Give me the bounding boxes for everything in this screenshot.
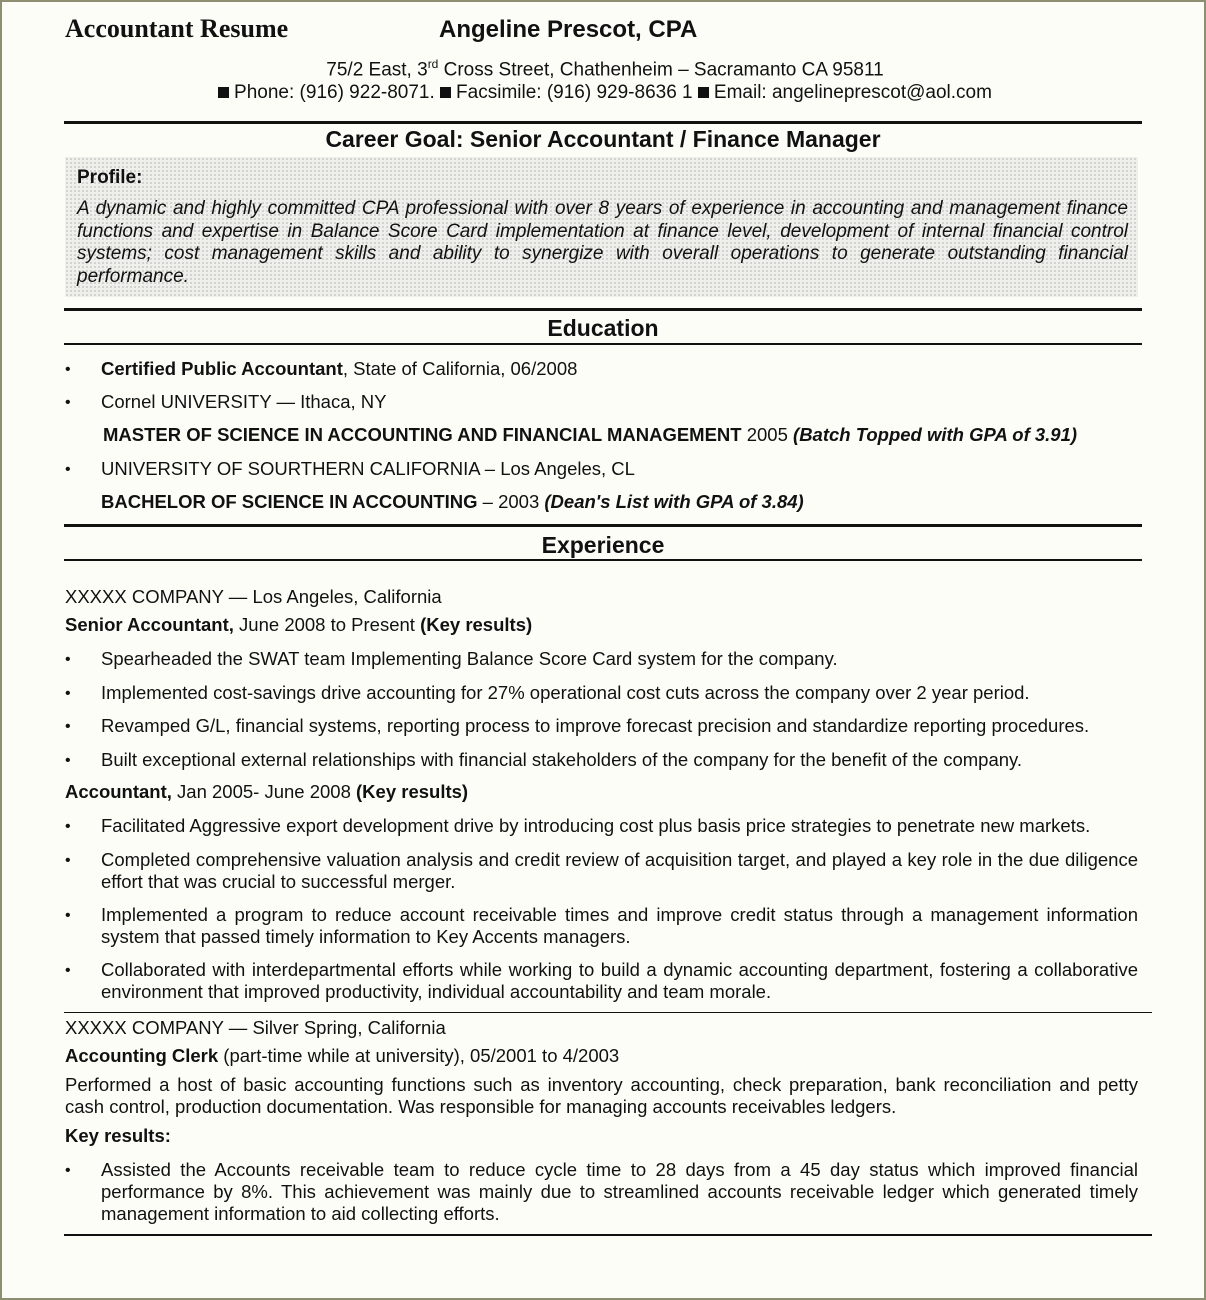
education-item-cpa: Certified Public Accountant, State of California, 06/2008 [101, 358, 578, 379]
bullet-icon: • [65, 752, 71, 769]
role-1-heading: Senior Accountant, June 2008 to Present (Key results) [65, 614, 533, 635]
list-item: Assisted the Accounts receivable team to reduce cycle time to 28 days from a 45 day status which improved financial performance by 8%. This achievement was mainly due to streamlined accounts receivable ledger which generated timely management information to aid collecting efforts. [101, 1159, 1138, 1224]
list-item: Revamped G/L, financial systems, reporting process to improve forecast precision and standardize reporting procedures. [101, 715, 1090, 736]
email-text: Email: angelineprescot@aol.com [713, 82, 992, 103]
bullet-icon: • [65, 685, 71, 702]
candidate-name: Angeline Prescot, CPA [439, 16, 698, 43]
fax-text: Facsimile: (916) 929-8636 1 [456, 82, 693, 103]
document-title: Accountant Resume [65, 14, 289, 43]
profile-label: Profile: [77, 167, 143, 188]
company-2: XXXXX COMPANY — Silver Spring, California [65, 1017, 446, 1038]
bullet-icon: • [65, 718, 71, 735]
experience-heading: Experience [541, 532, 665, 558]
bullet-icon: • [65, 962, 71, 979]
bullet-icon: • [65, 361, 71, 378]
list-item: Facilitated Aggressive export development drive by introducing cost plus basis price strategies to penetrate new markets. [101, 815, 1091, 836]
divider [64, 1234, 1152, 1236]
divider [64, 524, 1142, 527]
company-1: XXXXX COMPANY — Los Angeles, California [65, 586, 442, 607]
education-item-bachelors: BACHELOR OF SCIENCE IN ACCOUNTING – 2003 (Dean's List with GPA of 3.84) [101, 491, 804, 512]
list-item: Spearheaded the SWAT team Implementing Balance Score Card system for the company. [101, 648, 838, 669]
contact-line [2, 82, 1206, 104]
divider [64, 559, 1142, 561]
address-line: 75/2 East, 3rd Cross Street, Chathenheim – Sacramanto CA 95811 [326, 57, 884, 81]
list-item: Completed comprehensive valuation analysis and credit review of acquisition target, and played a key role in the due diligence effort that was crucial to successful merger. [101, 849, 1138, 892]
key-results-label: Key results: [65, 1125, 171, 1146]
list-item: Collaborated with interdepartmental efforts while working to build a dynamic accounting department, fostering a collaborative environment that improved productivity, individual accountability and team morale. [101, 959, 1138, 1002]
square-bullet-icon [218, 87, 229, 98]
education-item-usc: UNIVERSITY OF SOURTHERN CALIFORNIA – Los Angeles, CL [101, 458, 635, 479]
divider [64, 308, 1142, 311]
bullet-icon: • [65, 907, 71, 924]
bullet-icon: • [65, 394, 71, 411]
role-2-heading: Accountant, Jan 2005- June 2008 (Key results) [65, 781, 469, 802]
bullet-icon: • [65, 852, 71, 869]
career-goal-heading: Career Goal: Senior Accountant / Finance Manager [325, 126, 881, 152]
divider [64, 343, 1142, 345]
square-bullet-icon [440, 87, 451, 98]
education-item-cornell: Cornel UNIVERSITY — Ithaca, NY [101, 391, 387, 412]
education-item-masters: MASTER OF SCIENCE IN ACCOUNTING AND FINANCIAL MANAGEMENT 2005 (Batch Topped with GPA of 3.91) [103, 424, 1078, 445]
list-item: Built exceptional external relationships with financial stakeholders of the company for the benefit of the company. [101, 749, 1023, 770]
role-3-heading: Accounting Clerk (part-time while at university), 05/2001 to 4/2003 [65, 1045, 620, 1066]
divider [64, 121, 1142, 124]
bullet-icon: • [65, 818, 71, 835]
bullet-icon: • [65, 461, 71, 478]
square-bullet-icon [698, 87, 709, 98]
phone-text: Phone: (916) 922-8071. [234, 82, 435, 103]
role-3-description: Performed a host of basic accounting functions such as inventory accounting, check preparation, bank reconciliation and petty cash control, production documentation. Was responsible for managing accounts receivables ledgers. [65, 1074, 1138, 1117]
divider [64, 1012, 1152, 1013]
education-heading: Education [547, 315, 659, 341]
list-item: Implemented a program to reduce account receivable times and improve credit status through a management information system that passed timely information to Key Accents managers. [101, 904, 1138, 947]
bullet-icon: • [65, 1162, 71, 1179]
list-item: Implemented cost-savings drive accounting for 27% operational cost cuts across the company over 2 year period. [101, 682, 1030, 703]
profile-text: A dynamic and highly committed CPA professional with over 8 years of experience in accounting and management finance functions and expertise in Balance Score Card implementation at finance level, development of internal financial control systems; cost management skills and ability to synergize with overall operations to generate outstanding financial performance. [77, 198, 1128, 287]
bullet-icon: • [65, 651, 71, 668]
